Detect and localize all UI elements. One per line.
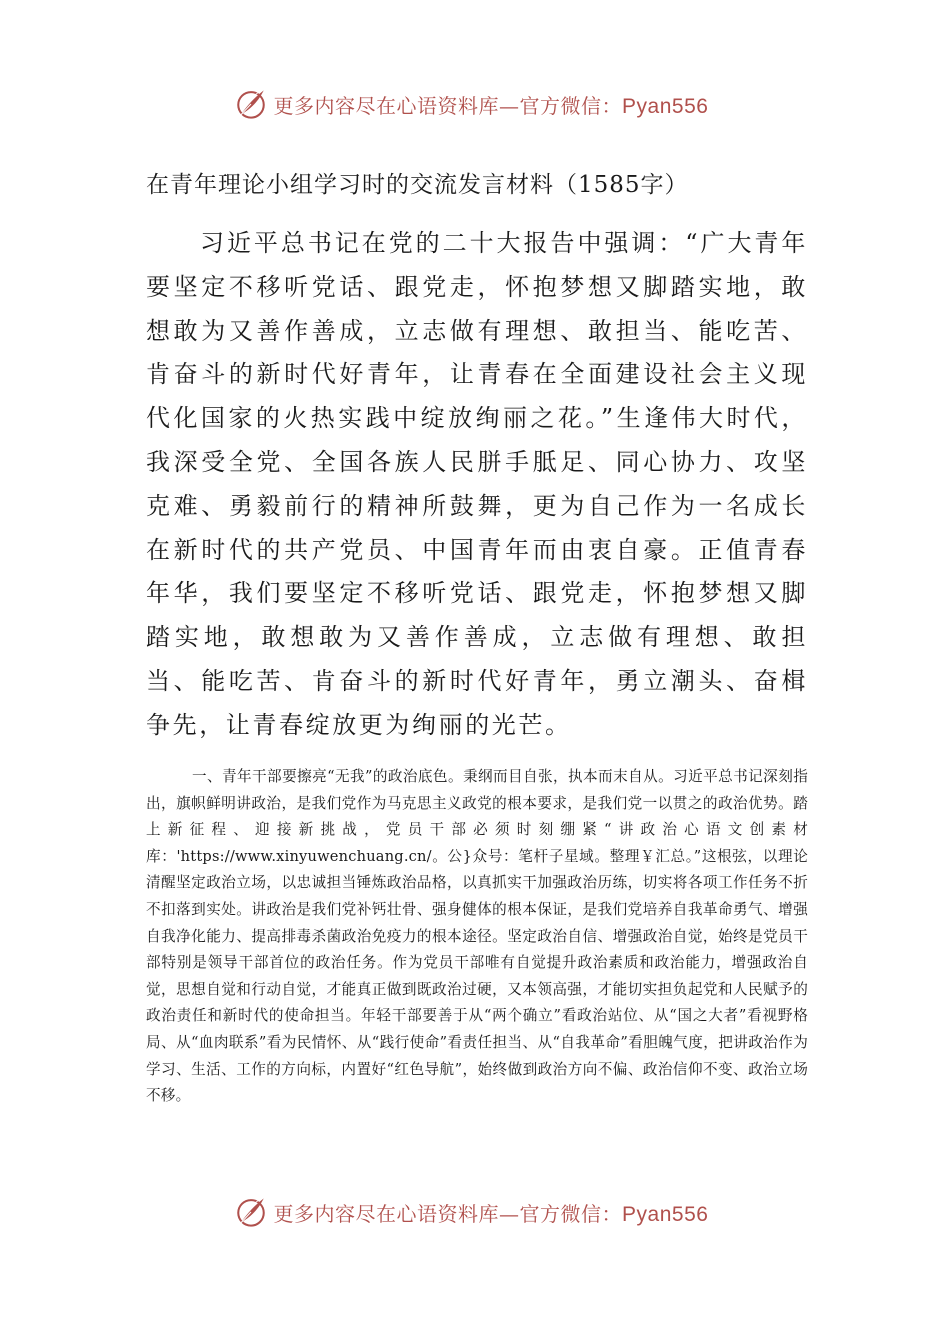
wechat-handle: Pyan556 <box>622 1202 709 1226</box>
footer-watermark-banner <box>0 1192 950 1232</box>
document-title: 在青年理论小组学习时的交流发言材料（1585字） <box>146 172 689 198</box>
banner-text <box>274 1198 709 1227</box>
banner-label: 更多内容尽在心语资料库—官方微信： <box>273 1201 623 1226</box>
banner-label: 更多内容尽在心语资料库—官方微信： <box>273 93 623 118</box>
quill-pen-logo-icon <box>234 1195 268 1229</box>
section-one-paragraph: 一、青年干部要擦亮“无我”的政治底色。秉纲而目自张，执本而末自从。习近平总书记深刻指出，旗帜鲜明讲政治，是我们党作为马克思主义政党的根本要求，是我们党一以贯之的政治优势。踏上新征程、迎接新挑战，党员干部必须时刻绷紧“讲政治心语文创素材库：'https://www.xinyuwenchuang.cn/。公}众号：笔杆子星域。整理￥汇总。”这根弦，以理论清醒坚定政治立场，以忠诚担当锤炼政治品格，以真抓实干加强政治历练，切实将各项工作任务不折不扣落到实处。讲政治是我们党补钙壮骨、强身健体的根本保证，是我们党培养自我革命勇气、增强自我净化能力、提高排毒杀菌政治免疫力的根本途径。坚定政治自信、增强政治自觉，始终是党员干部特别是领导干部首位的政治任务。作为党员干部唯有自觉提升政治素质和政治能力，增强政治自觉，思想自觉和行动自觉，才能真正做到既政治过硬，又本领高强，才能切实担负起党和人民赋予的政治责任和新时代的使命担当。年轻干部要善于从“两个确立”看政治站位、从“国之大者”看视野格局、从“血肉联系”看为民情怀、从“践行使命”看责任担当、从“自我革命”看胆魄气度，把讲政治作为学习、生活、工作的方向标，内置好“红色导航”，始终做到政治方向不偏、政治信仰不变、政治立场不移。 <box>146 768 808 1105</box>
wechat-handle: Pyan556 <box>622 94 709 118</box>
lead-paragraph: 习近平总书记在党的二十大报告中强调：“广大青年要坚定不移听党话、跟党走，怀抱梦想又脚踏实地，敢想敢为又善作善成，立志做有理想、敢担当、能吃苦、肯奋斗的新时代好青年，让青春在全面建设社会主义现代化国家的火热实践中绽放绚丽之花。”生逢伟大时代，我深受全党、全国各族人民胼手胝足、同心协力、攻坚克难、勇毅前行的精神所鼓舞，更为自己作为一名成长在新时代的共产党员、中国青年而由衷自豪。正值青春年华，我们要坚定不移听党话、跟党走，怀抱梦想又脚踏实地，敢想敢为又善作善成，立志做有理想、敢担当、能吃苦、肯奋斗的新时代好青年，勇立潮头、奋楫争先，让青春绽放更为绚丽的光芒。 <box>146 229 808 739</box>
banner-text <box>274 90 709 119</box>
header-watermark-banner <box>0 84 950 124</box>
quill-pen-logo-icon <box>234 87 268 121</box>
